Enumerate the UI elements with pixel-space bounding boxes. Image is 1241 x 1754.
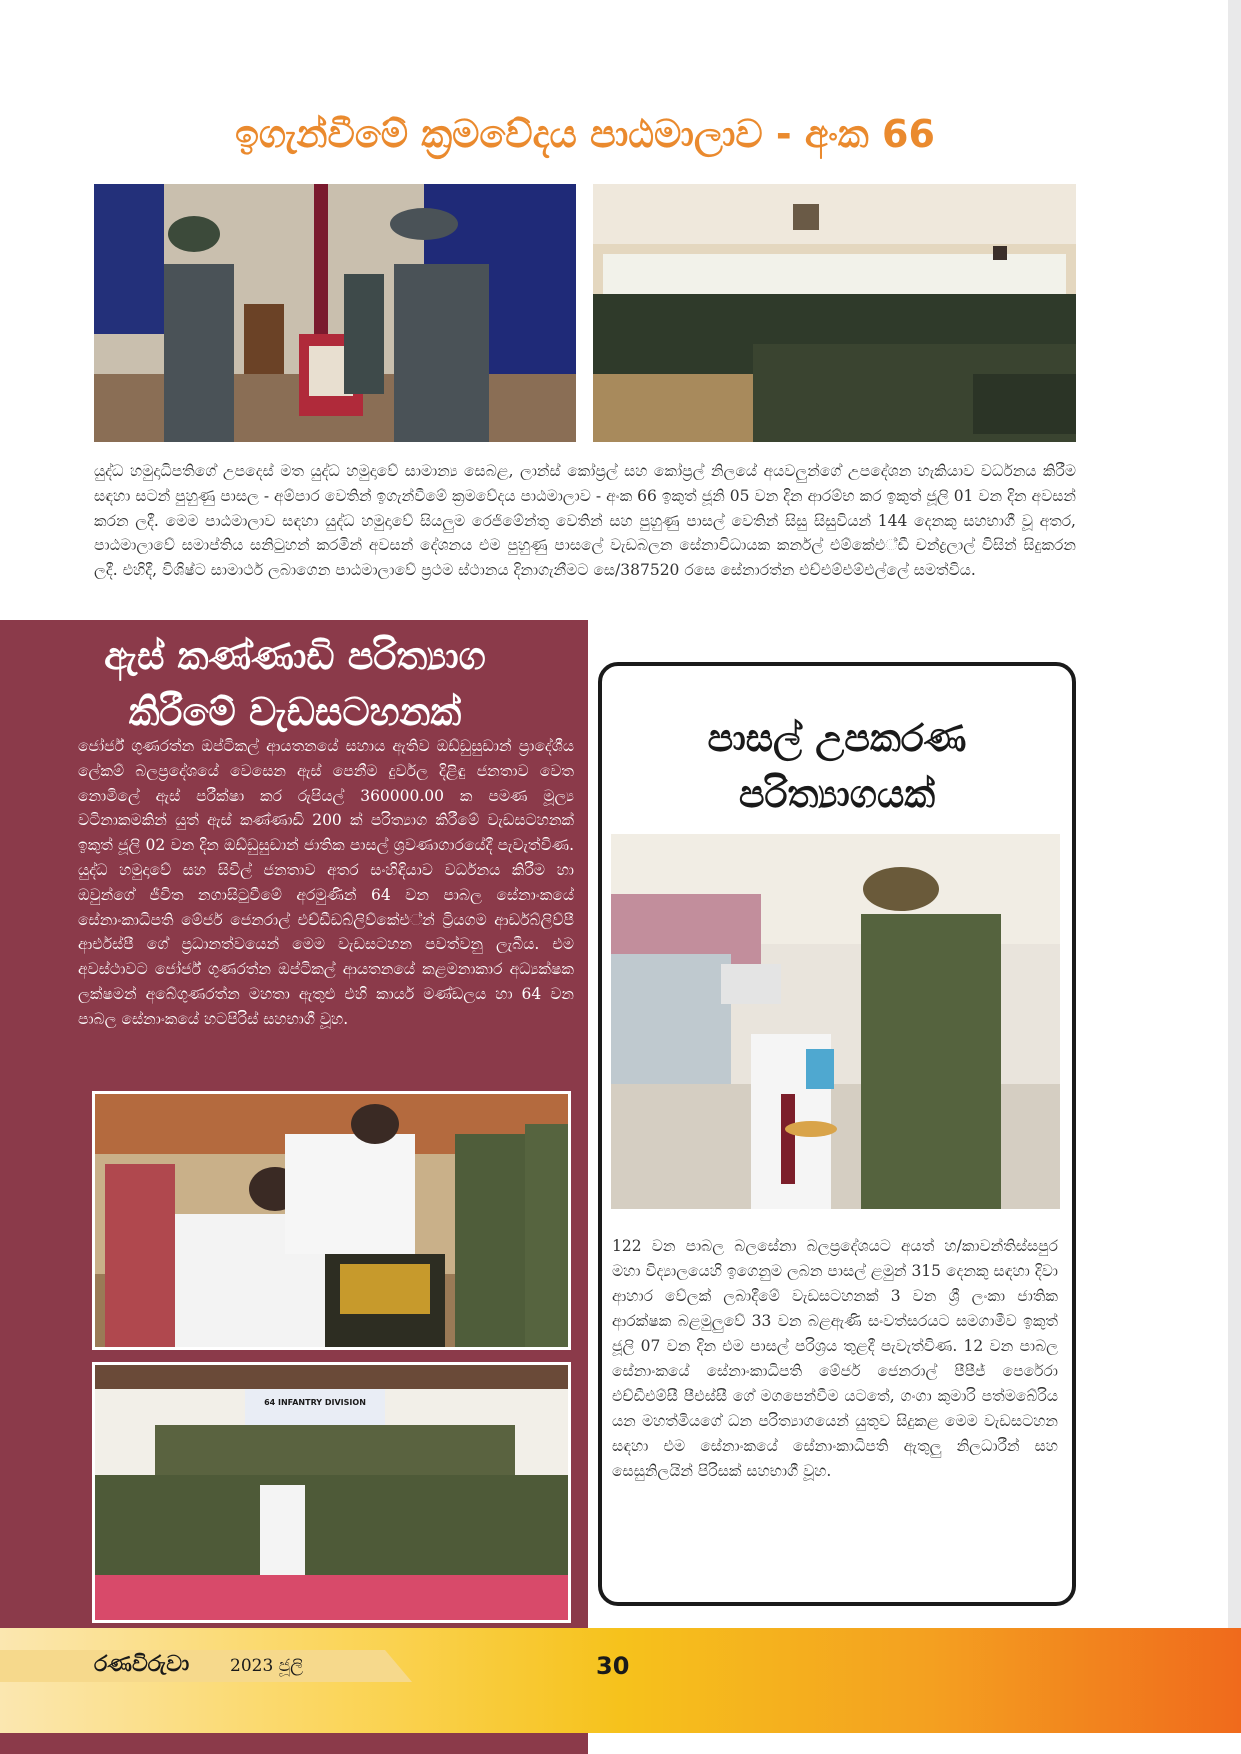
article3-body: 122 වන පාබල බලසේනා බලප්‍රදේශයට අයත් හ/කාවන්තිස්සපුර මහා විද්‍යාලයෙහි ඉගෙනුම ලබන පාසල් ළමුන් 315 දෙනකු සඳහා දිවා ආහාර වේලක් ලබාදීමේ වැඩසටහනක් 3 වන ශ්‍රී ලංකා ජාතික ආරක්ෂක බළමුලුවේ 33 වන බළඇණි සංවත්සරයට සමගාමීව ඉකුත් ජූලි 07 වන දින එම පාසල් පරිශ්‍රය තුළදී පැවැත්විණ. 12 වන පාබල සේනාංකයේ සේනාංකාධිපති මේජර් ජෙනරාල් පීපීජ් පෙරේරා එච්ඩීඑම්සී පීඑස්සී ගේ මගපෙන්වීම යටතේ, ගංගා කුමාරි පත්මබේරිය යන මහත්මියගේ ධන පරිත්‍යාගයෙන් යුතුව සිදුකළ මෙම වැඩසටහන සඳහා එම සේනාංකයේ සේනාංකාධිපති ඇතුලු නිලධාරීන් සහ සෙසුනිලයින් පිරිසක් සහභාගී වූහ. bbox=[612, 1237, 1058, 1480]
article1-body: යුද්ධ හමුදාධිපතිගේ උපදෙස් මත යුද්ධ හමුදාවේ සාමාන්‍ය සෙබළ, ලාන්ස් කෝප්‍රල් සහ කෝප්‍රල් නිලයේ අයවලුන්ගේ උපදේශන හැකියාව වර්ධනය කිරීම සඳහා සටන් පුහුණු පාසල - අම්පාර වෙතින් ඉගැන්වීමේ ක්‍රමවේදය පාඨමාලාව - අංක 66 ඉකුත් ජූනි 05 වන දින ආරම්භ කර ඉකුත් ජූලි 01 වන දින අවසන් කරන ලදී. මෙම පාඨමාලාව සඳහා යුද්ධ හමුදාවේ සියලුම රෙජිමේන්තු වෙතින් සහ පුහුණු පාසල් වෙතින් සිසු සිසුවියන් 144 දෙනකු සහභාගී වූ අතර, පාඨමාලාවේ සමාප්තිය සනිටුහන් කරමින් අවසන් දේශනය එම පුහුණු පාසලේ වැඩබලන සේනාවිධායක කර්නල් එම්කේඑ්ඩී චන්ද්‍රලාල් විසින් සිදුකරන ලදී. එහිදී, විශිෂ්ට සාමාර්ථ ලබාගෙන පාඨමාලාවේ ප්‍රථම ස්ථානය දිනාගැනීමට සෙ/387520 රසෙ සේනාරත්න එච්එම්එම්එල්ලේ සමත්විය. bbox=[94, 462, 1076, 580]
eye-test-photo bbox=[92, 1091, 571, 1350]
article2-title bbox=[40, 628, 550, 740]
article3-title-line2: පරිත්‍යාගයක් bbox=[738, 772, 936, 816]
lecture-hall-photo bbox=[593, 184, 1076, 442]
school-meal-photo bbox=[611, 834, 1060, 1209]
footer-white-strip bbox=[588, 1733, 1241, 1754]
page-number: 30 bbox=[596, 1652, 630, 1680]
page-edge-strip bbox=[1228, 0, 1241, 1754]
magazine-name: රණවිරුවා bbox=[94, 1652, 190, 1677]
footer-tab bbox=[0, 1650, 412, 1682]
award-ceremony-photo bbox=[94, 184, 576, 442]
article2-title-line2: කිරීමේ වැඩසටහනක් bbox=[128, 690, 462, 734]
issue-date: 2023 ජූලි bbox=[230, 1656, 304, 1676]
page-footer bbox=[0, 1628, 1241, 1754]
article3-title-line1: පාසල් උපකරණ bbox=[707, 716, 967, 760]
article2-body: ජෝර්ජ් ගුණරත්න ඔප්ටිකල් ආයතනයේ සහාය ඇතිව ඔඩ්ඩුසුඩාන් ප්‍රාදේශීය ලේකම් බලප්‍රදේශයේ වෙසෙන ඇස් පෙනීම දුර්වල දිළිඳු ජනතාව වෙත නොමිලේ ඇස් පරීක්ෂා කර රුපියල් 360000.00 ක පමණ මූල්‍ය වටිනාකමකින් යුත් ඇස් කණ්ණාඩි 200 ක් පරිත්‍යාග කිරීමේ වැඩසටහනක් ඉකුත් ජූලි 02 වන දින ඔඩ්ඩුසුඩාන් ජාතික පාසල් ශ්‍රවණාගාරයේදී පැවැත්විණ. යුද්ධ හමුදාවේ සහ සිවිල් ජනතාව අතර සංහිඳියාව වර්ධනය කිරීම හා ඔවුන්ගේ ජීවිත නගාසිටුවීමේ අරමුණින් 64 වන පාබල සේනාංකයේ සේනාංකාධිපති මේජර් ජෙනරාල් එච්ඩීඩබ්ලිව්කේඑ්න් ට්‍රියගම ආර්ඩබ්ලිව්පී ආර්එස්පී ගේ ප්‍රධානත්වයෙන් මෙම වැඩසටහන පවත්වනු ලැබීය. එම අවස්ථාවට ජෝර්ජ් ගුණරත්න ඔප්ටිකල් ආයතනයේ කළමනාකාර අධ්‍යක්ෂක ලක්ෂමන් අබේගුණරත්න මහතා ඇතුළු එහි කාර්ය මණ්ඩලය හා 64 වන පාබල සේනාංකයේ හටපිරිස් සහභාගී වූහ. bbox=[78, 737, 574, 1028]
banner-text: 64 INFANTRY DIVISION bbox=[264, 1398, 366, 1407]
article3-title bbox=[600, 710, 1074, 822]
article1-title: ඉගැන්වීමේ ක්‍රමවේදය පාඨමාලාව - අංක 66 bbox=[235, 112, 935, 156]
footer-maroon-strip bbox=[0, 1733, 588, 1754]
group-photo bbox=[92, 1362, 571, 1623]
article2-title-line1: ඇස් කණ්ණාඩි පරිත්‍යාග bbox=[104, 634, 486, 678]
